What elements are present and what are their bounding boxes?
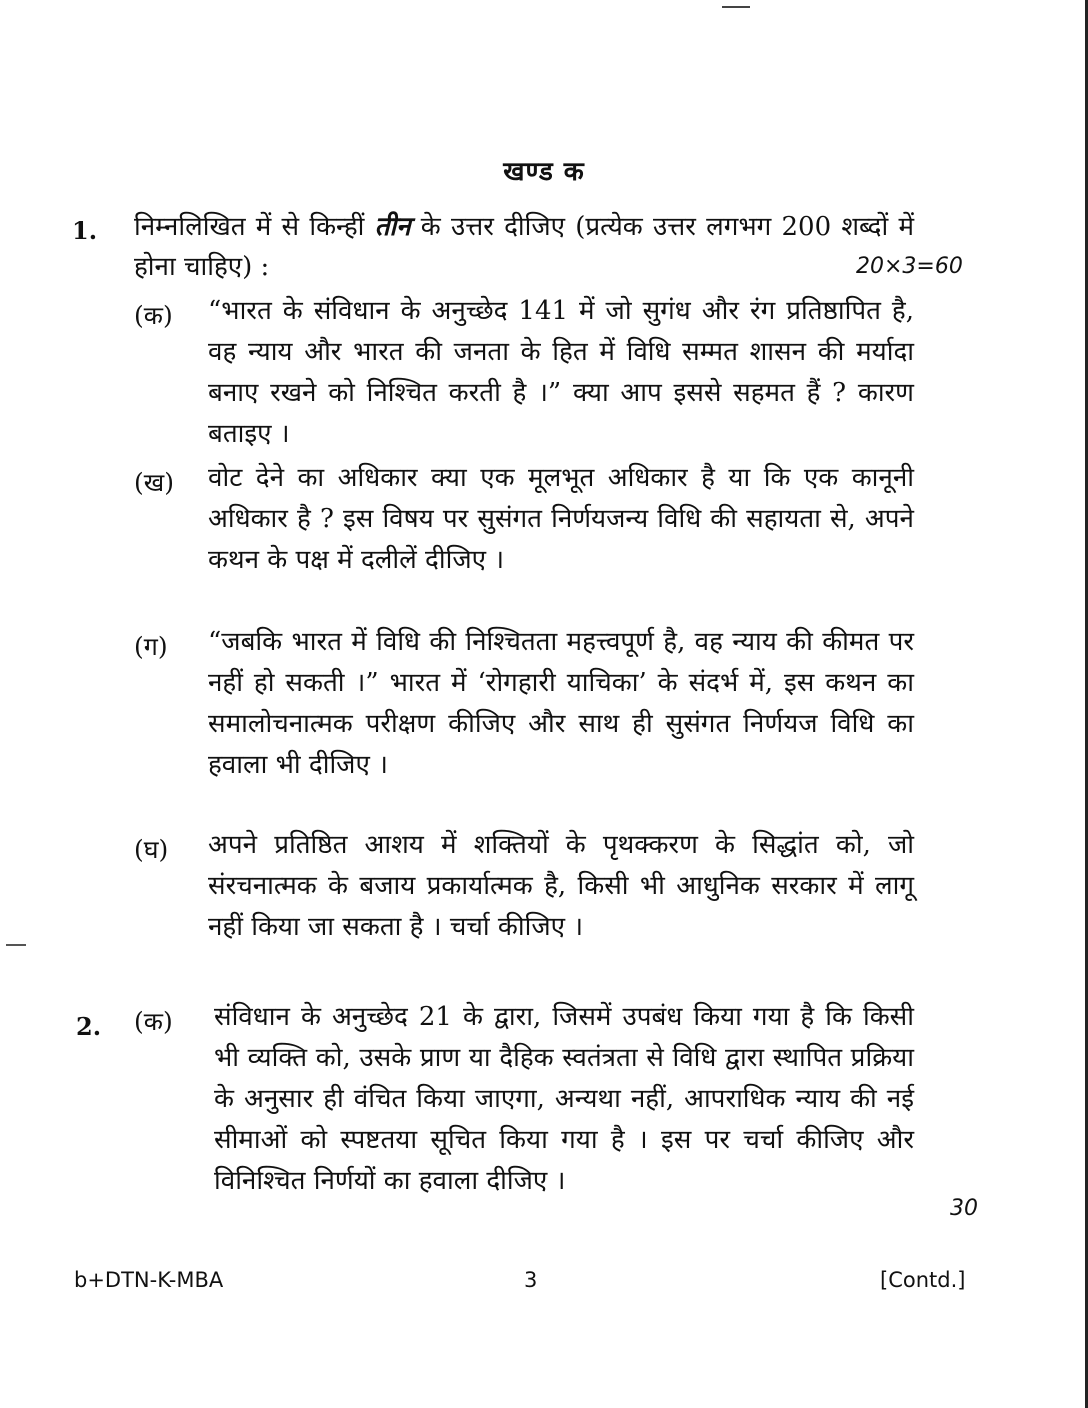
part-label: (क) <box>134 1007 173 1036</box>
intro-text: निम्नलिखित में से किन्हीं <box>134 212 375 242</box>
part-label: (क) <box>134 301 173 330</box>
question-marks: 20×3=60 <box>856 254 963 279</box>
paper-code: b+DTN-K-MBA <box>74 1268 224 1292</box>
scan-mark <box>6 944 26 946</box>
part-text: संविधान के अनुच्छेद 21 के द्वारा, जिसमें उपबंध किया गया है कि किसी भी व्यक्ति को, उसके प्राण या दैहिक स्वतंत्रता से विधि द्वारा स्थापित प्रक्रिया के अनुसार ही वंचित किया जाएगा, अन्यथा नहीं, आपराधिक न्याय की नई सीमाओं को स्पष्टतया सूचित किया गया है । इस पर चर्चा कीजिए और विनिश्चित निर्णयों का हवाला दीजिए । <box>214 1002 914 1196</box>
question-marks: 30 <box>950 1196 978 1221</box>
part-text: अपने प्रतिष्ठित आशय में शक्तियों के पृथक्करण के सिद्धांत को, जो संरचनात्मक के बजाय प्रकार्यात्मक है, किसी भी आधुनिक सरकार में लागू नहीं किया जा सकता है । चर्चा कीजिए । <box>208 830 914 942</box>
part-text: “जबकि भारत में विधि की निश्चितता महत्त्वपूर्ण है, वह न्याय की कीमत पर नहीं हो सकती ।” भारत में ‘रोगहारी याचिका’ के संदर्भ में, इस कथन का समालोचनात्मक परीक्षण कीजिए और साथ ही सुसंगत निर्णयज विधि का हवाला भी दीजिए । <box>208 627 914 780</box>
section-title: खण्ड क <box>503 157 585 187</box>
intro-text: के उत्तर दीजिए (प्रत्येक उत्तर लगभग 200 शब्दों में होना चाहिए) : <box>134 212 914 282</box>
page-number: 3 <box>524 1268 538 1292</box>
part-text: वोट देने का अधिकार क्या एक मूलभूत अधिकार है या कि एक कानूनी अधिकार है ? इस विषय पर सुसंगत निर्णयजन्य विधि की सहायता से, अपने कथन के पक्ष में दलीलें दीजिए । <box>208 463 914 575</box>
part-label: (ख) <box>134 468 174 497</box>
question-number: 2. <box>76 1012 102 1041</box>
question-intro <box>134 207 914 287</box>
intro-emphasis: तीन <box>374 212 411 242</box>
continued-label: [Contd.] <box>880 1268 966 1292</box>
part-text: “भारत के संविधान के अनुच्छेद 141 में जो सुगंध और रंग प्रतिष्ठापित है, वह न्याय और भारत की जनता के हित में विधि सम्मत शासन की मर्यादा बनाए रखने को निश्चित करती है ।” क्या आप इससे सहमत हैं ? कारण बताइए । <box>208 296 914 449</box>
scan-mark <box>722 6 750 8</box>
part-label: (घ) <box>134 835 169 864</box>
question-number: 1. <box>72 216 98 245</box>
part-label: (ग) <box>134 632 168 661</box>
